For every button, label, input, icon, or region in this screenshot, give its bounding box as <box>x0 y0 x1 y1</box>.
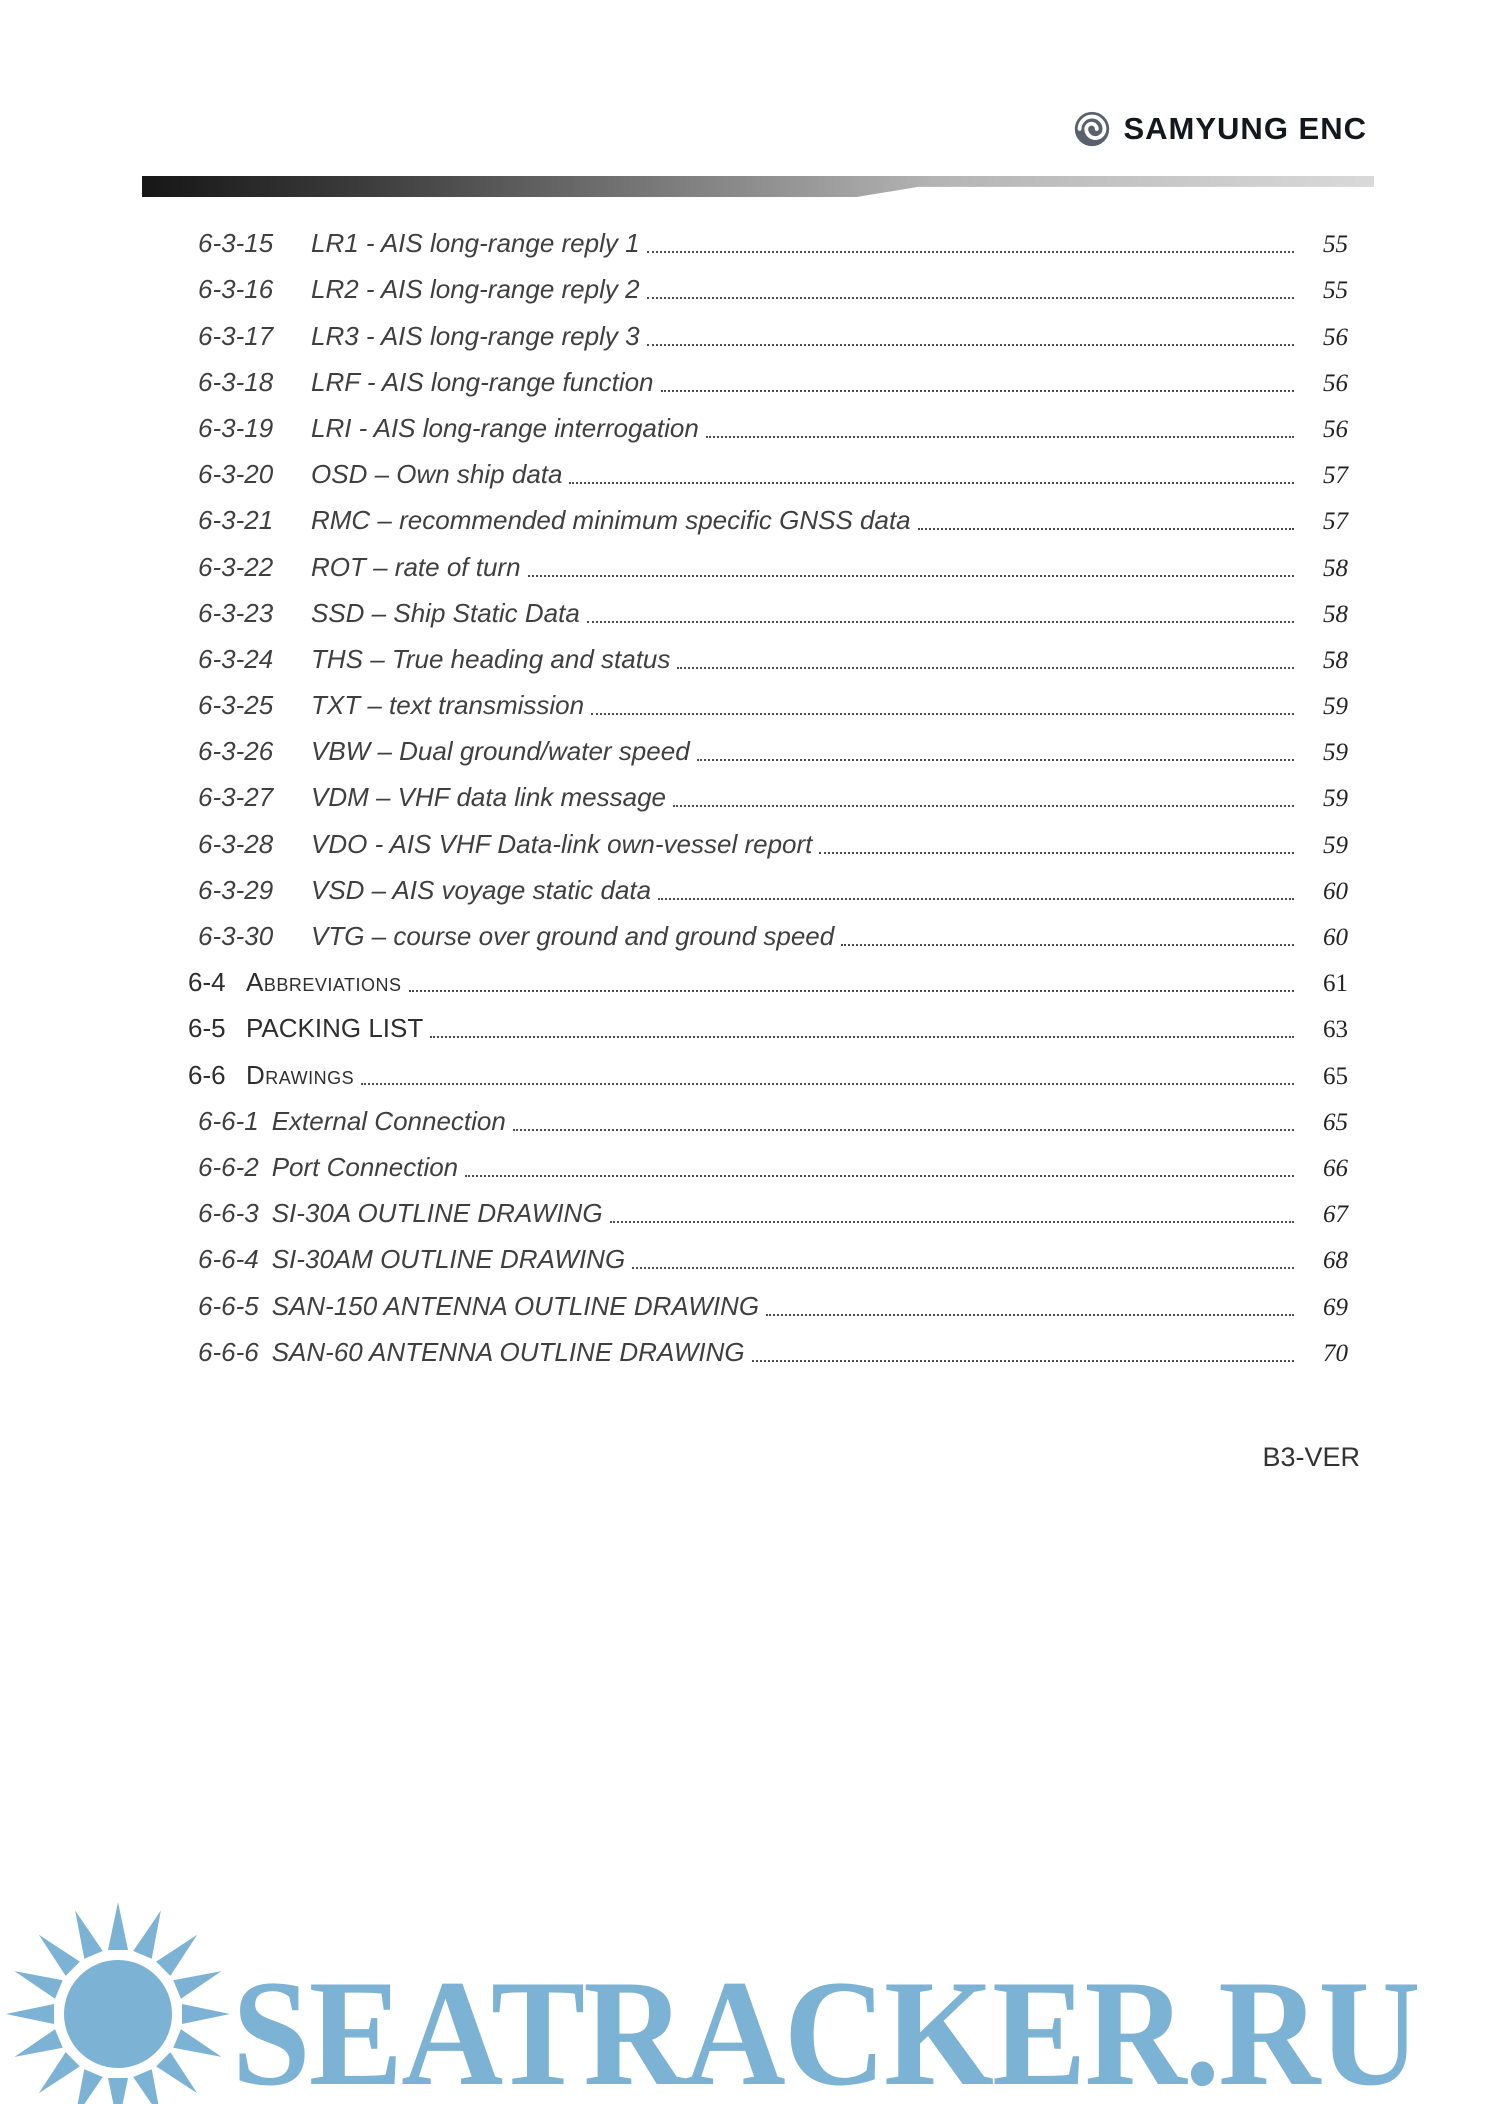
toc-entry-number: 6-3-21 <box>198 505 274 536</box>
toc-entry <box>188 543 1348 589</box>
toc-leader-dots <box>647 251 1294 253</box>
toc-entry-page: 65 <box>1323 1062 1348 1090</box>
toc-entry-page: 70 <box>1323 1339 1348 1367</box>
toc-entry-number: 6-3-15 <box>198 228 274 259</box>
toc-leader-dots <box>430 1036 1294 1038</box>
toc-entry-page: 57 <box>1323 462 1348 490</box>
toc-entry-number: 6-3-16 <box>198 274 274 305</box>
toc-entry-page: 60 <box>1323 924 1348 951</box>
toc-entry <box>188 1236 1348 1282</box>
toc-entry-title: OSD – Own ship data <box>311 459 563 490</box>
toc-leader-dots <box>587 621 1294 623</box>
toc-entry <box>188 913 1348 959</box>
toc-entry-page: 55 <box>1323 277 1348 305</box>
toc-entry <box>188 497 1348 543</box>
toc-leader-dots <box>766 1314 1294 1316</box>
toc-entry-title: SAN-150 ANTENNA OUTLINE DRAWING <box>271 1290 760 1321</box>
toc-entry-title: SI-30AM OUTLINE DRAWING <box>271 1244 626 1275</box>
toc-leader-dots <box>752 1360 1294 1362</box>
toc-entry-page: 59 <box>1323 831 1348 859</box>
toc-entry <box>188 359 1348 405</box>
toc-entry-number: 6-3-19 <box>198 412 274 443</box>
toc-entry-page: 66 <box>1323 1154 1348 1182</box>
toc-entry-page: 61 <box>1323 970 1348 998</box>
toc-leader-dots <box>697 759 1294 761</box>
samyung-logo-icon <box>1071 108 1113 150</box>
toc-leader-dots <box>465 1175 1294 1177</box>
toc-entry-title: LRI - AIS long-range interrogation <box>311 412 699 443</box>
toc-entry-title: VDM – VHF data link message <box>311 782 666 813</box>
toc-entry-title: SSD – Ship Static Data <box>311 597 580 628</box>
toc-leader-dots <box>673 805 1294 807</box>
toc-entry-title: Port Connection <box>271 1151 459 1182</box>
toc-leader-dots <box>706 436 1294 438</box>
toc-entry-title: LRF - AIS long-range function <box>311 366 654 397</box>
toc-entry <box>188 728 1348 774</box>
toc-entry <box>188 590 1348 636</box>
toc-entry-title: VSD – AIS voyage static data <box>311 874 652 905</box>
toc-entry <box>188 682 1348 728</box>
toc-entry-number: 6-6-1 <box>198 1105 259 1136</box>
toc-entry-page: 59 <box>1323 785 1348 813</box>
toc-entry-page: 56 <box>1323 415 1348 443</box>
toc-leader-dots <box>409 990 1294 992</box>
brand-name: SAMYUNG ENC <box>1123 111 1367 146</box>
toc-leader-dots <box>528 575 1294 577</box>
toc-list <box>188 220 1348 1375</box>
toc-entry <box>188 1329 1348 1375</box>
toc-entry-number: 6-3-29 <box>198 874 274 905</box>
toc-entry-number: 6-3-26 <box>198 736 274 767</box>
toc-entry-page: 63 <box>1323 1016 1348 1044</box>
toc-entry-title: PACKING LIST <box>246 1013 424 1044</box>
toc-entry <box>188 636 1348 682</box>
toc-entry-title: SI-30A OUTLINE DRAWING <box>271 1198 603 1229</box>
toc-entry <box>188 1098 1348 1144</box>
toc-entry-number: 6-3-27 <box>198 782 274 813</box>
toc-entry-title: TXT – text transmission <box>311 690 585 721</box>
toc-entry-number: 6-3-30 <box>198 921 274 951</box>
toc-entry-title: VDO - AIS VHF Data-link own-vessel report <box>311 828 813 859</box>
watermark-text: SEATRACKER.RU <box>232 1949 1419 2104</box>
toc-entry-page: 57 <box>1323 508 1348 536</box>
toc-entry <box>188 1144 1348 1190</box>
toc-entry-page: 58 <box>1323 646 1348 674</box>
watermark <box>0 1874 1487 2104</box>
header <box>1071 108 1367 150</box>
toc-entry <box>188 312 1348 358</box>
toc-leader-dots <box>513 1129 1294 1131</box>
toc-leader-dots <box>918 528 1294 530</box>
toc-leader-dots <box>610 1221 1294 1223</box>
toc-leader-dots <box>819 852 1294 854</box>
toc-leader-dots <box>569 482 1294 484</box>
toc-leader-dots <box>647 297 1294 299</box>
toc-entry-title: Drawings <box>246 1059 355 1090</box>
toc-entry-number: 6-3-24 <box>198 643 274 674</box>
toc-leader-dots <box>361 1083 1294 1085</box>
toc-entry-page: 55 <box>1323 231 1348 259</box>
toc-entry-number: 6-6-4 <box>198 1244 259 1275</box>
toc-entry-title: SAN-60 ANTENNA OUTLINE DRAWING <box>271 1336 745 1367</box>
toc-entry-number: 6-6-3 <box>198 1198 259 1229</box>
toc-entry <box>188 774 1348 820</box>
toc-entry-title: ROT – rate of turn <box>311 551 521 582</box>
toc-entry-page: 59 <box>1323 693 1348 721</box>
toc-entry-title: THS – True heading and status <box>311 643 671 674</box>
toc-leader-dots <box>677 667 1294 669</box>
toc-leader-dots <box>658 898 1294 900</box>
toc-entry-title: LR1 - AIS long-range reply 1 <box>311 228 640 259</box>
toc-entry-page: 68 <box>1323 1247 1348 1275</box>
toc-entry-number: 6-5 <box>188 1013 226 1044</box>
toc-entry <box>188 220 1348 266</box>
toc-leader-dots <box>841 944 1294 946</box>
toc-entry-number: 6-6-2 <box>198 1151 259 1182</box>
toc-entry <box>188 1282 1348 1328</box>
toc-entry <box>188 1190 1348 1236</box>
toc-entry <box>188 820 1348 866</box>
toc-entry-title: VTG – course over ground and ground speed <box>311 921 835 951</box>
toc-entry-number: 6-6-6 <box>198 1336 259 1367</box>
toc-entry-number: 6-3-28 <box>198 828 274 859</box>
sun-icon <box>0 1896 236 2104</box>
toc-entry-title: Abbreviations <box>246 967 402 998</box>
toc-entry-number: 6-6 <box>188 1059 226 1090</box>
toc-entry-number: 6-6-5 <box>198 1290 259 1321</box>
header-divider-bar <box>142 176 1374 197</box>
toc-entry <box>188 266 1348 312</box>
toc-entry <box>188 405 1348 451</box>
toc-entry-page: 60 <box>1323 877 1348 905</box>
toc-entry-page: 67 <box>1323 1201 1348 1229</box>
toc-entry <box>188 451 1348 497</box>
toc-entry <box>188 1051 1348 1097</box>
toc-entry-number: 6-3-23 <box>198 597 274 628</box>
toc-entry-number: 6-3-17 <box>198 320 274 351</box>
toc-leader-dots <box>661 390 1294 392</box>
toc-entry-page: 59 <box>1323 739 1348 767</box>
toc-entry <box>188 867 1348 913</box>
toc-leader-dots <box>632 1267 1294 1269</box>
toc-entry-number: 6-4 <box>188 967 226 998</box>
toc-entry-number: 6-3-22 <box>198 551 274 582</box>
toc-entry-page: 58 <box>1323 600 1348 628</box>
toc-entry-title: External Connection <box>271 1105 506 1136</box>
toc-entry-number: 6-3-18 <box>198 366 274 397</box>
toc-entry-page: 69 <box>1323 1293 1348 1321</box>
toc-entry-page: 58 <box>1323 554 1348 582</box>
toc-leader-dots <box>647 344 1294 346</box>
toc-entry-page: 56 <box>1323 369 1348 397</box>
toc-entry-number: 6-3-20 <box>198 459 274 490</box>
toc-entry-title: RMC – recommended minimum specific GNSS data <box>311 505 911 536</box>
version-label: B3-VER <box>1262 1442 1360 1472</box>
toc-entry-title: LR3 - AIS long-range reply 3 <box>311 320 640 351</box>
toc-entry <box>188 1005 1348 1051</box>
toc-entry-title: VBW – Dual ground/water speed <box>311 736 690 767</box>
toc-entry-number: 6-3-25 <box>198 690 274 721</box>
toc-entry <box>188 959 1348 1005</box>
toc-entry-title: LR2 - AIS long-range reply 2 <box>311 274 640 305</box>
toc-leader-dots <box>591 713 1294 715</box>
toc-entry-page: 56 <box>1323 323 1348 351</box>
toc-entry-page: 65 <box>1323 1108 1348 1136</box>
